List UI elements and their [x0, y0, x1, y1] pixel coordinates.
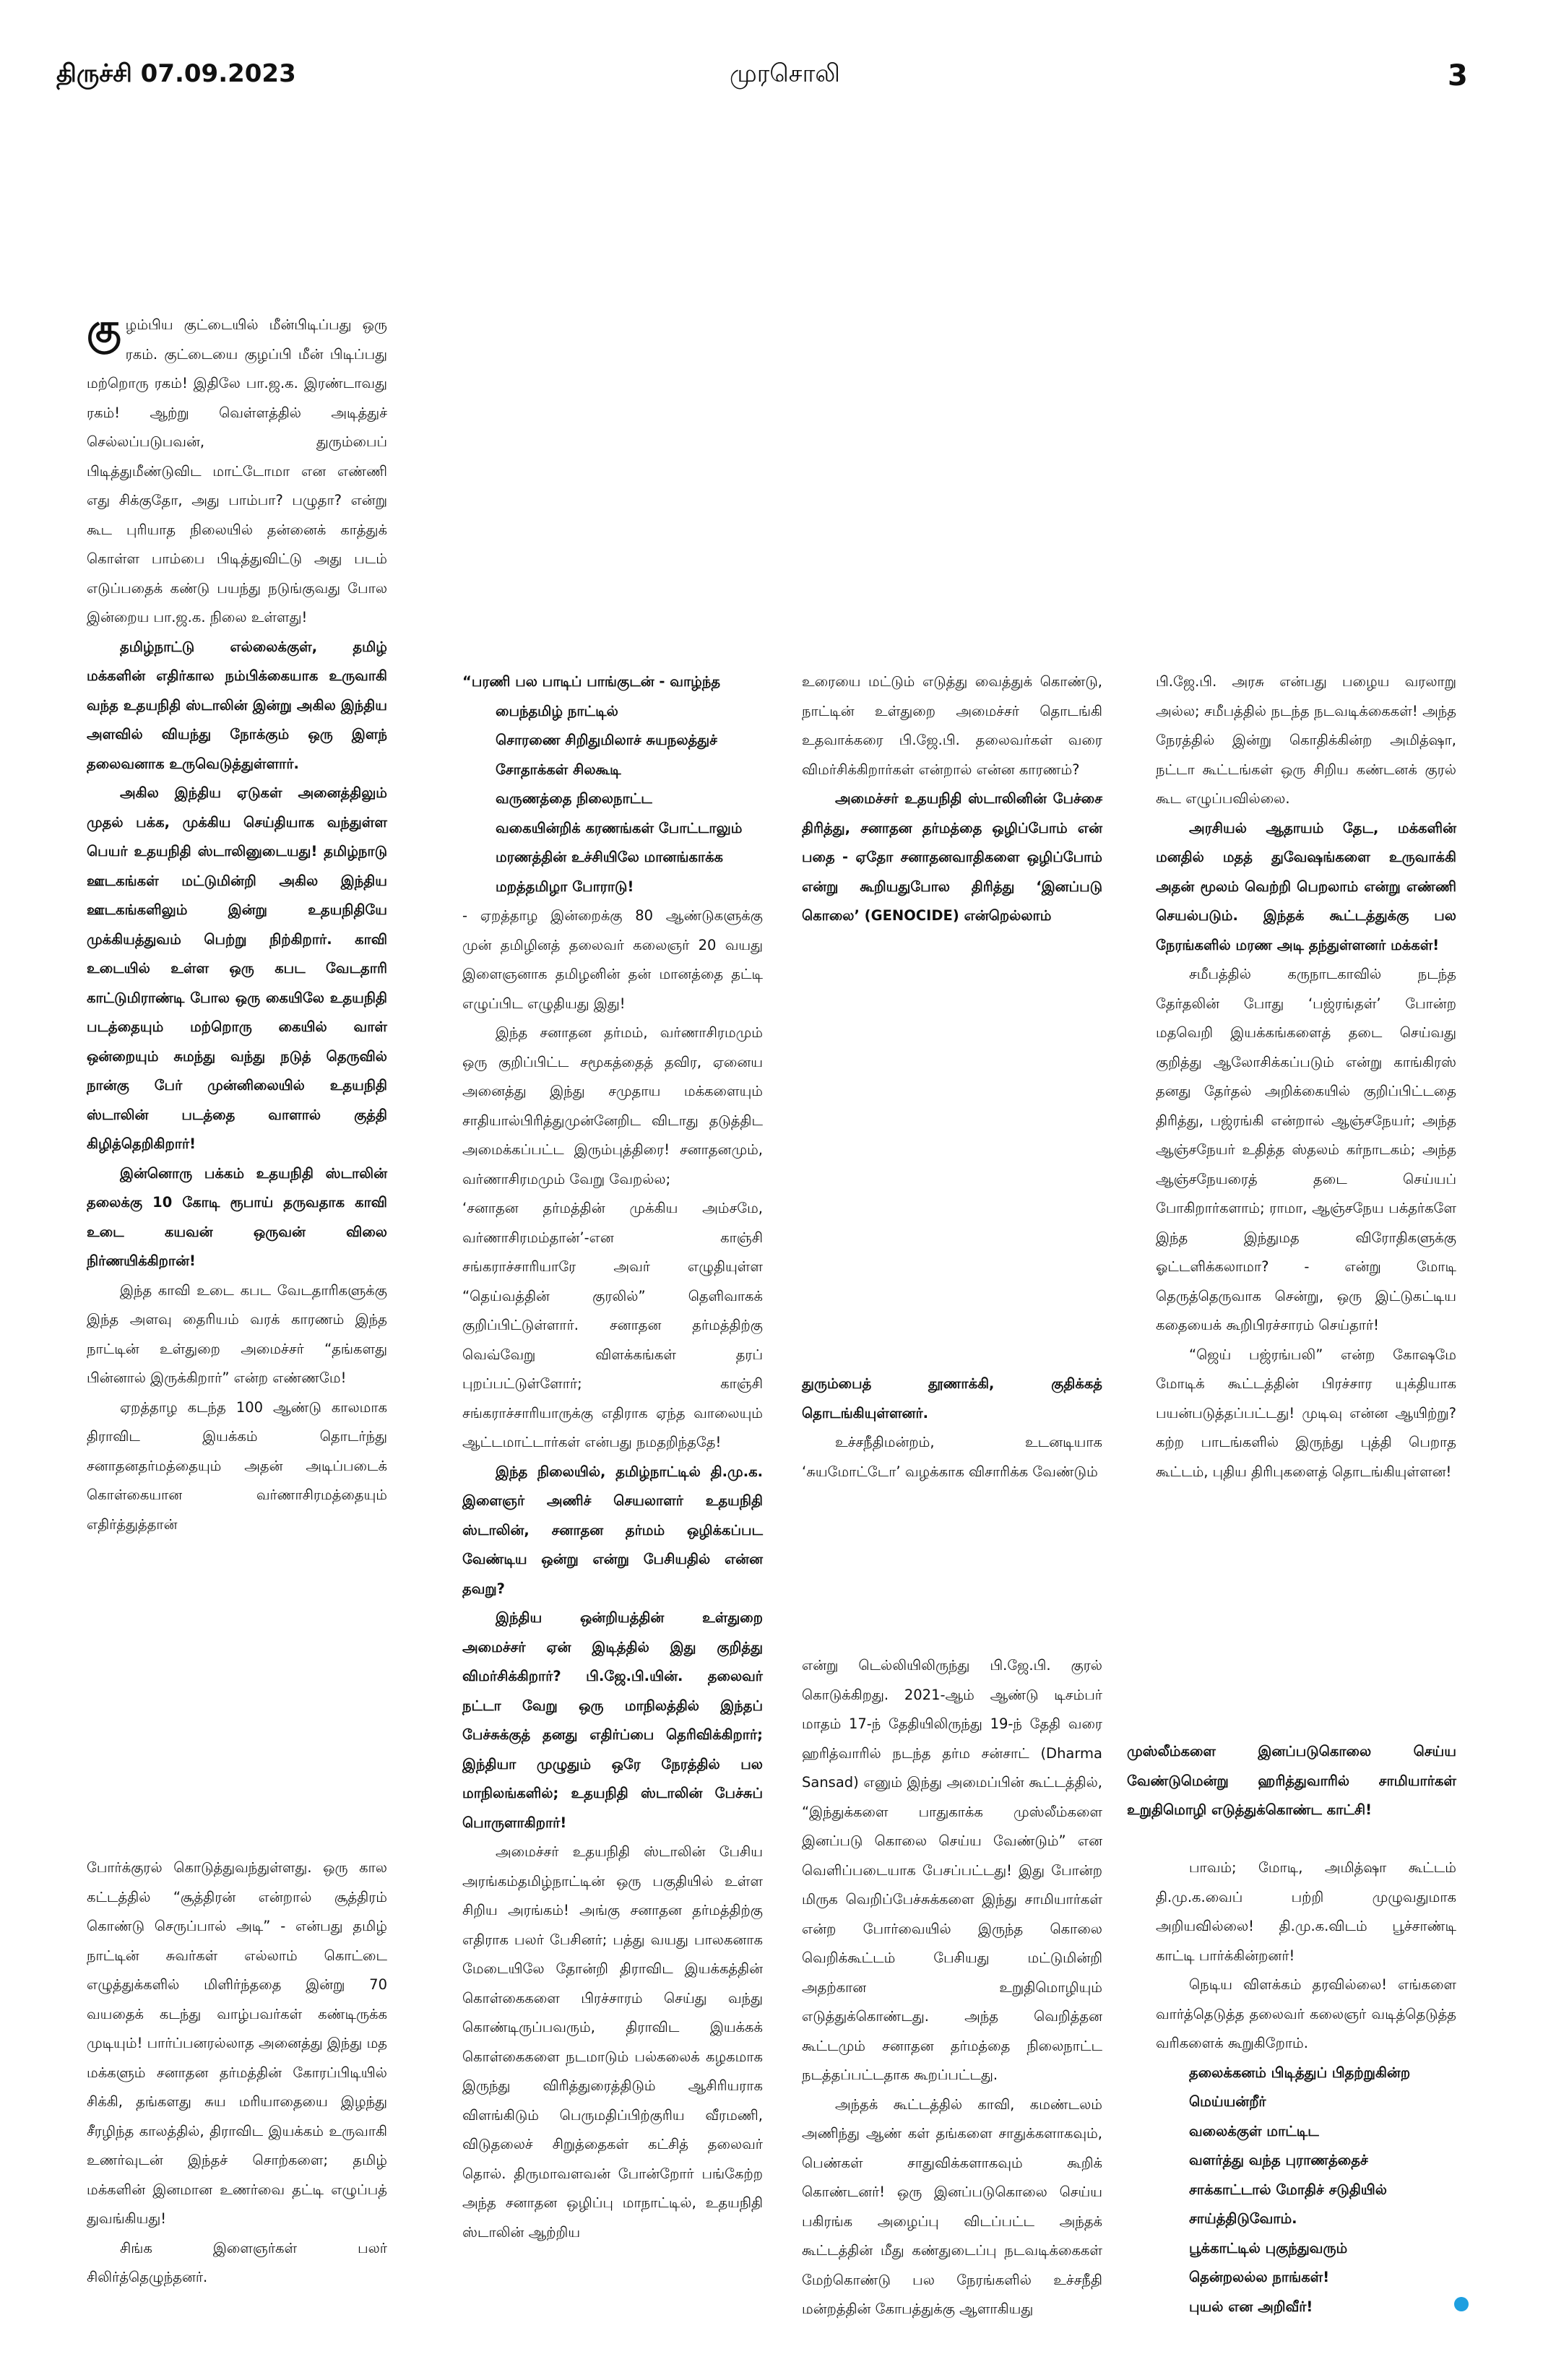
caption-text: முஸ்லீம்களை இனப்படுகொலை செய்ய வேண்டுமென்று ஹரித்துவாரில் சாமியார்கள் உறுதிமொழி எடுத்துக்கொண்ட காட்சி!	[1127, 1743, 1456, 1818]
poem-line: மறத்தமிழா போராடு!	[496, 878, 634, 895]
paragraph: அமைச்சர் உதயநிதி ஸ்டாலினின் பேச்சை திரித்து, சனாதன தர்மத்தை ஒழிப்போம் என் பதை - ஏதோ சனாதனவாதிகளை ஒழிப்போம் என்று கூறியதுபோல திரித்து ‘இனப்படு கொலை’ (GENOCIDE) என்றெல்லாம்	[802, 790, 1102, 924]
poem-line: பூக்காட்டில் புகுந்துவரும்	[1189, 2239, 1348, 2256]
poem-line: “பரணி பல பாடிப் பாங்குடன் - வாழ்ந்த	[462, 673, 721, 690]
poem-line: தலைக்கனம் பிடித்துப் பிதற்றுகின்ற	[1189, 2064, 1411, 2081]
paragraph: துரும்பைத் தூணாக்கி, குதிக்கத் தொடங்கியுள்ளனர்.	[802, 1375, 1102, 1421]
column-1-bottom	[87, 1853, 387, 2293]
paragraph: தமிழ்நாட்டு எல்லைக்குள், தமிழ் மக்களின் எதிர்கால நம்பிக்கையாக உருவாகி வந்த உதயநிதி ஸ்டாலின் இன்று அகில இந்திய அளவில் வியந்து நோக்கும் ஒரு இளந் தலைவனாக உருவெடுத்துள்ளார்.	[87, 638, 387, 772]
column-4-bottom	[1156, 1853, 1456, 2321]
paragraph: பி.ஜே.பி. அரசு என்பது பழைய வரலாறு அல்ல; சமீபத்தில் நடந்த நடவடிக்கைகள்! அந்த நேரத்தில் இன்று கொதிக்கின்ற அமித்ஷா, நட்டா கூட்டங்கள் ஒரு சிறிய கண்டனக் குரல் கூட எழுப்பவில்லை.	[1156, 673, 1456, 807]
poem-line: சொரணை சிறிதுமிலாச் சுயநலத்துச்	[496, 732, 717, 748]
poem-line: வலைக்குள் மாட்டிட	[1189, 2122, 1319, 2139]
column-4-top	[1156, 667, 1456, 1487]
paragraph: அரசியல் ஆதாயம் தேட, மக்களின் மனதில் மதத் துவேஷங்களை உருவாக்கி அதன் மூலம் வெற்றி பெறலாம் என்று எண்ணி செயல்படும். இந்தக் கூட்டத்துக்கு பல நேரங்களில் மரண அடி தந்துள்ளனர் மக்கள்!	[1156, 819, 1456, 953]
paragraph: இன்னொரு பக்கம் உதயநிதி ஸ்டாலின் தலைக்கு 10 கோடி ரூபாய் தருவதாக காவி உடை கயவன் ஒருவன் விலை நிர்ணயிக்கிறான்!	[87, 1164, 387, 1269]
paragraph: சமீபத்தில் கருநாடகாவில் நடந்த தேர்தலின் போது ‘பஜ்ரங்தள்’ போன்ற மதவெறி இயக்கங்களைத் தடை செய்வது குறித்து ஆலோசிக்கப்படும் என்று காங்கிரஸ் தனது தேர்தல் அறிக்கையில் குறிப்பிட்டதை திரித்து, பஜ்ரங்கி என்றால் ஆஞ்சநேயர்; அந்த ஆஞ்சநேயர் உதித்த ஸ்தலம் கர்நாடகம்; அந்த ஆஞ்சநேயரைத் தடை செய்யப் போகிறார்களாம்; ராமா, ஆஞ்சநேய பக்தர்களே இந்த இந்துமத விரோதிகளுக்கு ஓட்டளிக்கலாமா? - என்று மோடி தெருத்தெருவாக சென்று, ஒரு இட்டுகட்டிய கதையைக் கூறிபிரச்சாரம் செய்தார்!	[1156, 966, 1456, 1333]
page-number: 3	[1448, 59, 1468, 92]
paragraph: உரையை மட்டும் எடுத்து வைத்துக் கொண்டு, நாட்டின் உள்துறை அமைச்சர் தொடங்கி உதவாக்கரை பி.ஜே.பி. தலைவர்கள் வரை விமர்சிக்கிறார்கள் என்றால் என்ன காரணம்?	[802, 673, 1102, 778]
poem-line: வருணத்தை நிலைநாட்ட	[496, 790, 652, 807]
paragraph: இந்த சனாதன தர்மம், வர்ணாசிரமமும் ஒரு குறிப்பிட்ட சமூகத்தைத் தவிர, ஏனைய அனைத்து இந்து சமுதாய மக்களையும் சாதியால்பிரித்துமுன்னேறிட விடாது தடுத்திட அமைக்கப்பட்ட இரும்புத்திரை! சனாதனமும், வர்ணாசிரமமும் வேறு வேறல்ல;	[462, 1024, 763, 1187]
paragraph: “ஜெய் பஜ்ரங்பலி” என்ற கோஷமே மோடிக் கூட்டத்தின் பிரச்சார யுக்தியாக பயன்படுத்தப்பட்டது! முடிவு என்ன ஆயிற்று? கற்ற பாடங்களில் இருந்து புத்தி பெறாத கூட்டம், புதிய திரிபுகளைத் தொடங்கியுள்ளன!	[1156, 1346, 1456, 1480]
paragraph: இந்த நிலையில், தமிழ்நாட்டில் தி.மு.க. இளைஞர் அணிச் செயலாளர் உதயநிதி ஸ்டாலின், சனாதன தர்மம் ஒழிக்கப்பட வேண்டிய ஒன்று என்று பேசியதில் என்ன தவறு?	[462, 1463, 763, 1597]
poem-line: வளர்த்து வந்த புராணத்தைச்	[1189, 2152, 1368, 2168]
paragraph: அந்தக் கூட்டத்தில் காவி, கமண்டலம் அணிந்து ஆண் கள் தங்களை சாதுக்களாகவும், பெண்கள் சாதுவிக்களாகவும் கூறிக் கொண்டனர்! ஒரு இனப்படுகொலை செய்ய பகிரங்க அழைப்பு விடப்பட்ட அந்தக் கூட்டத்தின் மீது கண்துடைப்பு நடவடிக்கைகள் மேற்கொண்டு பல நேரங்களில் உச்சநீதி மன்றத்தின் கோபத்துக்கு ஆளாகியது	[802, 2095, 1102, 2317]
paragraph: அமைச்சர் உதயநிதி ஸ்டாலின் பேசிய அரங்கம்தமிழ்நாட்டின் ஒரு பகுதியில் உள்ள சிறிய அரங்கம்! அங்கு சனாதன தர்மத்திற்கு எதிராக பலர் பேசினர்; பத்து வயது பாலகனாக மேடையிலே தோன்றி திராவிட இயக்கத்தின் கொள்கைகளை பிரச்சாரம் செய்து வந்து கொண்டிருப்பவரும், திராவிட இயக்கக் கொள்கைகளை நடமாடும் பல்கலைக் கழகமாக இருந்து விரித்துரைத்திடும் ஆசிரியராக விளங்கிடும் பெருமதிப்பிற்குரிய வீரமணி, விடுதலைச் சிறுத்தைகள் கட்சித் தலைவர் தொல். திருமாவளவன் போன்றோர் பங்கேற்ற அந்த சனாதன ஒழிப்பு மாநாட்டில், உதயநிதி ஸ்டாலின் ஆற்றிய	[462, 1843, 763, 2241]
poem-line: புயல் என அறிவீர்!	[1189, 2298, 1313, 2315]
column-3-top	[802, 667, 1102, 931]
paragraph: - ஏறத்தாழ இன்றைக்கு 80 ஆண்டுகளுக்கு முன் தமிழினத் தலைவர் கலைஞர் 20 வயது இளைஞனாக தமிழனின் தன் மானத்தை தட்டி எழுப்பிட எழுதியது இது!	[462, 907, 763, 1012]
paragraph: என்று டெல்லியிலிருந்து பி.ஜே.பி. குரல் கொடுக்கிறது. 2021-ஆம் ஆண்டு டிசம்பர் மாதம் 17-ந் தேதியிலிருந்து 19-ந் தேதி வரை ஹரித்வாரில் நடந்த தர்ம சன்சாட் (Dharma Sansad) எனும் இந்து அமைப்பின் கூட்டத்தில், “இந்துக்களை பாதுகாக்க முஸ்லீம்களை இனப்படு கொலை செய்ய வேண்டும்” என வெளிப்படையாக பேசப்பட்டது! இது போன்ற மிருக வெறிப்பேச்சுக்களை இந்து சாமியார்கள் என்ற போர்வையில் இருந்த கொலை வெறிக்கூட்டம் பேசியது மட்டுமின்றி அதற்கான உறுதிமொழியும் எடுத்துக்கொண்டது. அந்த வெறித்தன கூட்டமும் சனாதன தர்மத்தை நிலைநாட்ட நடத்தப்பட்டதாக கூறப்பட்டது.	[802, 1657, 1102, 2083]
poem-line: மெய்யன்றீர்	[1189, 2093, 1266, 2110]
poem-line: மரணத்தின் உச்சியிலே மானங்காக்க	[496, 849, 724, 865]
paragraph: நெடிய விளக்கம் தரவில்லை! எங்களை வார்த்தெடுத்த தலைவர் கலைஞர் வடித்தெடுத்த வரிகளைக் கூறுகிறோம்.	[1156, 1976, 1456, 2051]
column-2	[462, 667, 763, 2247]
column-1-top	[87, 306, 387, 1539]
newspaper-name: முரசொலி	[730, 59, 840, 88]
paragraph: ஏறத்தாழ கடந்த 100 ஆண்டு காலமாக திராவிட இயக்கம் தொடர்ந்து சனாதனதர்மத்தையும் அதன் அடிப்படைக் கொள்கையான வர்ணாசிரமத்தையும் எதிர்த்துத்தான்	[87, 1398, 387, 1533]
opening-text: ழம்பிய குட்டையில் மீன்பிடிப்பது ஒரு ரகம். குட்டையை குழப்பி மீன் பிடிப்பது மற்றொரு ரகம்! இதிலே பா.ஜ.க. இரண்டாவது ரகம்! ஆற்று வெள்ளத்தில் அடித்துச் செல்லப்படுபவன், துரும்பைப் பிடித்துமீண்டுவிட மாட்டோமா என எண்ணி எது சிக்குதோ, அது பாம்பா? பழுதா? என்று கூட புரியாத நிலையில் தன்னைக் காத்துக் கொள்ள பாம்பை பிடித்துவிட்டு அது படம் எடுப்பதைக் கண்டு பயந்து நடுங்குவது போல இன்றைய பா.ஜ.க. நிலை உள்ளது!	[87, 316, 387, 626]
paragraph: இந்திய ஒன்றியத்தின் உள்துறை அமைச்சர் ஏன் இடித்தில் இது குறித்து விமர்சிக்கிறார்? பி.ஜே.பி.யின். தலைவர் நட்டா வேறு ஒரு மாநிலத்தில் இந்தப் பேச்சுக்குத் தனது எதிர்ப்பை தெரிவிக்கிறார்; இந்தியா முழுதும் ஒரே நேரத்தில் பல மாநிலங்களில்; உதயநிதி ஸ்டாலின் பேச்சுப் பொருளாகிறார்!	[462, 1609, 763, 1831]
paragraph: பாவம்; மோடி, அமித்ஷா கூட்டம் தி.மு.க.வைப் பற்றி முழுவதுமாக அறியவில்லை! தி.மு.க.விடம் பூச்சாண்டி காட்டி பார்க்கின்றனர்!	[1156, 1859, 1456, 1964]
column-3-middle	[802, 1369, 1102, 1487]
column-3-bottom	[802, 1651, 1102, 2324]
header-place-date: திருச்சி 07.09.2023	[56, 59, 296, 88]
paragraph: இந்த காவி உடை கபட வேடதாரிகளுக்கு இந்த அளவு தைரியம் வரக் காரணம் இந்த நாட்டின் உள்துறை அமைச்சர் “தங்களது பின்னால் இருக்கிறார்” என்ற எண்ணமே!	[87, 1281, 387, 1386]
photo-caption	[1127, 1737, 1456, 1825]
poem-line: தென்றலல்ல நாங்கள்!	[1189, 2269, 1330, 2285]
drop-cap: கு	[87, 306, 121, 351]
poem-line: சாக்காட்டால் மோதிச் சடுதியில்	[1189, 2181, 1387, 2198]
poem-line: வகையின்றிக் கரணங்கள் போட்டாலும்	[496, 819, 743, 836]
paragraph: போர்க்குரல் கொடுத்துவந்துள்ளது. ஒரு கால கட்டத்தில் “சூத்திரன் என்றால் சூத்திரம் கொண்டு செருப்பால் அடி” - என்பது தமிழ் நாட்டின் சுவர்கள் எல்லாம் கொட்டை எழுத்துக்களில் மிளிர்ந்ததை இன்று 70 வயதைக் கடந்து வாழ்பவர்கள் கண்டிருக்க முடியும்! பார்ப்பனரல்லாத அனைத்து இந்து மத மக்களும் சனாதன தர்மத்தின் கோரப்பிடியில் சிக்கி, தங்களது சுய மரியாதையை இழந்து சீரழிந்த காலத்தில், திராவிட இயக்கம் உருவாகி உணர்வுடன் இந்தச் சொற்களை; தமிழ் மக்களின் இனமான உணர்வை தட்டி எழுப்பத் துவங்கியது!	[87, 1859, 387, 2227]
opening-paragraph	[87, 306, 387, 633]
paragraph: சிங்க இளைஞர்கள் பலர் சிலிர்த்தெழுந்தனர்.	[87, 2239, 387, 2285]
paragraph: உச்சநீதிமன்றம், உடனடியாக ‘சுயமோட்டோ’ வழக்காக விசாரிக்க வேண்டும்	[802, 1434, 1102, 1480]
paragraph: ‘சனாதன தர்மத்தின் முக்கிய அம்சமே, வர்ணாசிரமம்தான்’-என காஞ்சி சங்கராச்சாரியாரே அவர் எழுதியுள்ள “தெய்வத்தின் குரலில்” தெளிவாகக் குறிப்பிட்டுள்ளார். சனாதன தர்மத்திற்கு வெவ்வேறு விளக்கங்கள் தரப் புறப்பட்டுள்ளோர்; காஞ்சி சங்கராச்சாரியாருக்கு எதிராக ஏந்த வாலையும் ஆட்டமாட்டார்கள் என்பது நமதறிந்ததே!	[462, 1200, 763, 1450]
poem-line: பைந்தமிழ் நாட்டில்	[496, 702, 618, 719]
accent-dot	[1454, 2297, 1469, 2311]
poem-line: சோதாக்கள் சிலகூடி	[496, 761, 621, 778]
paragraph: அகில இந்திய ஏடுகள் அனைத்திலும் முதல் பக்க, முக்கிய செய்தியாக வந்துள்ள பெயர் உதயநிதி ஸ்டாலினுடையது! தமிழ்நாடு ஊடகங்கள் மட்டுமின்றி அகில இந்திய ஊடகங்களிலும் இன்று உதயநிதியே முக்கியத்துவம் பெற்று நிற்கிறார். காவி உடையில் உள்ள ஒரு கபட வேடதாரி காட்டுமிராண்டி போல ஒரு கையிலே உதயநிதி படத்தையும் மற்றொரு கையில் வாள் ஒன்றையும் சுமந்து வந்து நடுத் தெருவில் நான்கு பேர் முன்னிலையில் உதயநிதி ஸ்டாலின் படத்தை வாளால் குத்தி கிழித்தெறிகிறார்!	[87, 784, 387, 1152]
poem-line: சாய்த்திடுவோம்.	[1189, 2210, 1297, 2227]
